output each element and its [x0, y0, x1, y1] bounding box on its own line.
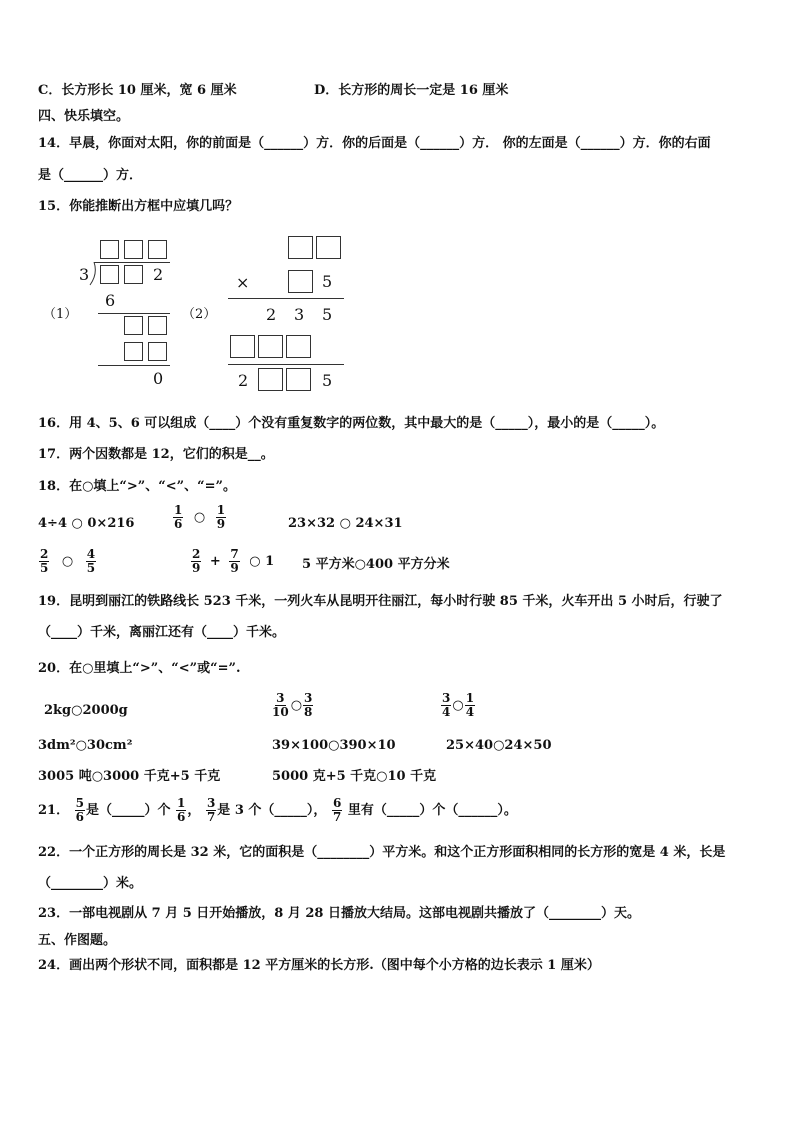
fraction: $\frac{1}{4}$	[465, 691, 475, 719]
question-19-line-1: 19．昆明到丽江的铁路线长 523 千米，一列火车从昆明开往丽江，每小时行驶 85 千米，火车开出 5 小时后，行驶了	[38, 594, 723, 609]
answer-box[interactable]	[124, 316, 143, 335]
q18-item-c: 23×32 ○ 24×31	[288, 516, 403, 531]
answer-box[interactable]	[148, 316, 167, 335]
question-22-line-1: 22．一个正方形的周长是 32 米，它的面积是（________）平方米。和这个正方形面积相同的长方形的宽是 4 米，长是	[38, 845, 726, 860]
answer-box[interactable]	[230, 335, 255, 358]
question-14-line-2: 是（______）方．	[38, 168, 143, 183]
fraction: $\frac{3}{10}$	[272, 691, 289, 719]
answer-box[interactable]	[286, 335, 311, 358]
division-bracket	[88, 262, 98, 286]
sum-digit: 5	[322, 371, 333, 390]
answer-box[interactable]	[124, 342, 143, 361]
question-21: 21． $\frac{5}{6}$ 是（_____）个 $\frac{1}{6}$ ， $\frac{3}{7}$ 是 3 个（_____）， $\frac{6}{7}$ 里有（_____）个（______）。	[38, 796, 517, 824]
answer-box[interactable]	[100, 240, 119, 259]
product-line	[228, 298, 344, 299]
question-15: 15．你能推断出方框中应填几吗？	[38, 199, 239, 214]
q18-item-f: 5 平方米○400 平方分米	[302, 557, 450, 572]
subtraction-line	[98, 365, 170, 366]
fraction: $\frac{3}{8}$	[304, 691, 313, 719]
q20-item-h: 5000 克+5 千克○10 千克	[272, 769, 437, 784]
q18-item-b: $\frac{1}{6}$ ○ $\frac{1}{9}$	[174, 503, 226, 531]
fraction: $\frac{7}{9}$	[230, 547, 239, 575]
subtraction-line	[98, 313, 170, 314]
fraction: $\frac{6}{7}$	[332, 796, 342, 824]
q20-item-b: $\frac{3}{10}$ ○ $\frac{3}{8}$	[272, 691, 313, 719]
answer-box[interactable]	[258, 335, 283, 358]
question-22-line-2: （________）米。	[38, 876, 143, 891]
q20-item-d: 3dm²○30cm²	[38, 738, 133, 753]
answer-box[interactable]	[148, 342, 167, 361]
dividend-digit: 2	[153, 265, 164, 284]
question-14-line-1: 14．早晨，你面对太阳，你的前面是（______）方．你的后面是（______）方． 你的左面是（______）方．你的右面	[38, 136, 711, 151]
answer-box[interactable]	[258, 368, 283, 391]
answer-box[interactable]	[100, 265, 119, 284]
question-23: 23．一部电视剧从 7 月 5 日开始播放，8 月 28 日播放大结局。这部电视剧共播放了（________）天。	[38, 906, 640, 921]
answer-box[interactable]	[124, 240, 143, 259]
q20-item-g: 3005 吨○3000 千克+5 千克	[38, 769, 221, 784]
partial-digit: 3	[294, 305, 305, 324]
part-2-label: （2）	[182, 307, 217, 322]
option-c: C．长方形长 10 厘米，宽 6 厘米	[38, 83, 237, 98]
division-bar	[94, 262, 170, 263]
part-1-label: （1）	[43, 307, 78, 322]
q18-item-a: 4÷4 ○ 0×216	[38, 516, 135, 531]
answer-box[interactable]	[316, 236, 341, 259]
answer-box[interactable]	[286, 368, 311, 391]
question-17: 17．两个因数都是 12，它们的积是__。	[38, 447, 274, 462]
answer-box[interactable]	[288, 270, 313, 293]
fraction: $\frac{5}{6}$	[75, 796, 84, 824]
question-20: 20．在○里填上“>”、“<”或“=”.	[38, 661, 241, 676]
partial-digit: 5	[322, 305, 333, 324]
q18-item-d: $\frac{2}{5}$ ○ $\frac{4}{5}$	[40, 547, 96, 575]
q20-item-c: $\frac{3}{4}$ ○ $\frac{1}{4}$	[442, 691, 475, 719]
fraction: $\frac{3}{4}$	[442, 691, 451, 719]
option-d: D．长方形的周长一定是 16 厘米	[314, 83, 509, 98]
fraction: $\frac{3}{7}$	[206, 796, 216, 824]
question-24: 24．画出两个形状不同，面积都是 12 平方厘米的长方形.（图中每个小方格的边长表示 1 厘米）	[38, 958, 600, 973]
fraction: $\frac{1}{6}$	[174, 503, 183, 531]
q20-item-a: 2kg○2000g	[44, 703, 128, 718]
section-five-heading: 五、作图题。	[38, 933, 117, 948]
section-four-heading: 四、快乐填空。	[38, 109, 130, 124]
answer-box[interactable]	[148, 240, 167, 259]
fraction: $\frac{1}{9}$	[216, 503, 226, 531]
remainder-digit: 0	[153, 369, 164, 388]
times-sign: ×	[236, 273, 250, 292]
q18-item-e: $\frac{2}{9}$ + $\frac{7}{9}$ ○ 1	[192, 547, 275, 575]
q20-item-e: 39×100○390×10	[272, 738, 396, 753]
fraction: $\frac{4}{5}$	[86, 547, 96, 575]
fraction: $\frac{2}{9}$	[192, 547, 201, 575]
answer-box[interactable]	[124, 265, 143, 284]
fraction: $\frac{2}{5}$	[40, 547, 49, 575]
subtract-digit: 6	[105, 291, 116, 310]
partial-digit: 2	[266, 305, 277, 324]
question-18: 18．在○填上“>”、“<”、“=”。	[38, 479, 236, 494]
divisor: 3	[79, 265, 90, 284]
q20-item-f: 25×40○24×50	[446, 738, 552, 753]
question-16: 16．用 4、5、6 可以组成（____）个没有重复数字的两位数，其中最大的是（_____），最小的是（_____）。	[38, 416, 665, 431]
answer-box[interactable]	[288, 236, 313, 259]
sum-line	[228, 364, 344, 365]
sum-digit: 2	[238, 371, 249, 390]
multiplier-digit: 5	[322, 272, 333, 291]
fraction: $\frac{1}{6}$	[177, 796, 186, 824]
question-19-line-2: （____）千米，离丽江还有（____）千米。	[38, 625, 286, 640]
